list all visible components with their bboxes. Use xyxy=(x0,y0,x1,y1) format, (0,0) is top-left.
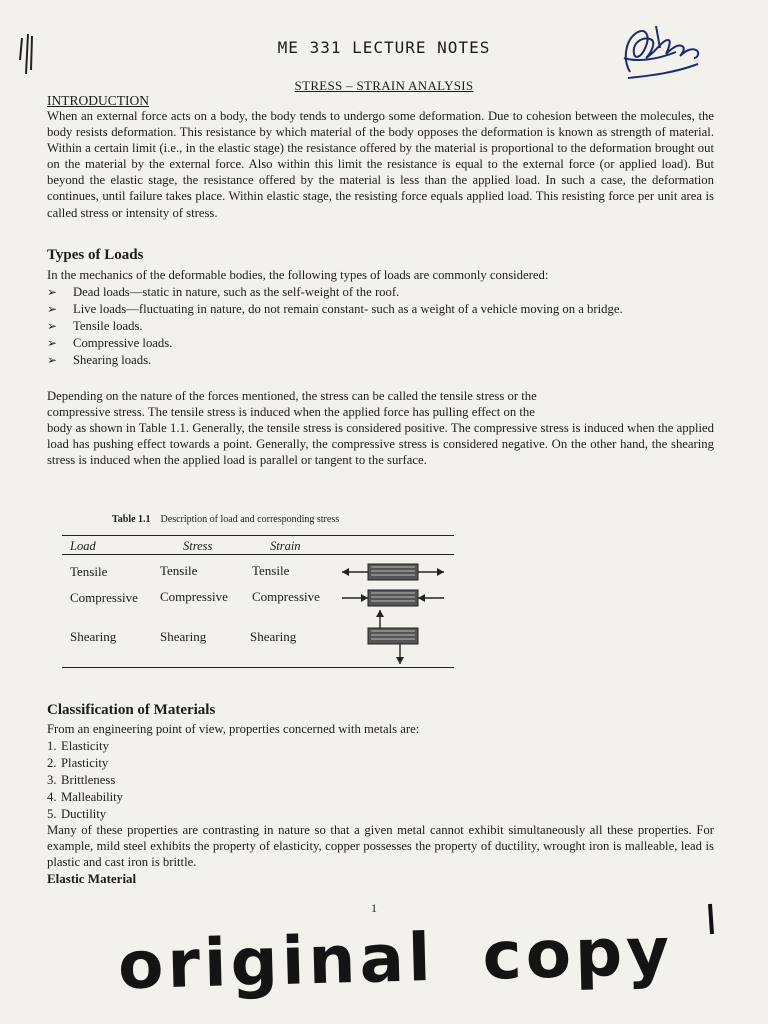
list-item: ➢ Dead loads—static in nature, such as the self-weight of the roof. xyxy=(47,285,400,299)
classification-intro: From an engineering point of view, properties concerned with metals are: xyxy=(47,722,420,736)
list-item: ➢ Shearing loads. xyxy=(47,352,152,367)
types-of-loads-heading: Types of Loads xyxy=(47,247,144,263)
list-item: 1. Elasticity xyxy=(47,739,109,753)
table-top-rule xyxy=(62,535,454,536)
document-subtitle: STRESS – STRAIN ANALYSIS xyxy=(294,78,474,93)
stress-types-paragraph: body as shown in Table 1.1. Generally, the tensile stress is considered positive. The compressive stress is induced when the applied load has pushing effect towards a point. Generally, the compressive stress is considered negative. On the other hand, the shearing stress is induced when the applied load is parallel or tangent to the surface. xyxy=(47,421,714,468)
table-bottom-rule xyxy=(62,667,454,668)
table-cell: Shearing xyxy=(250,629,297,644)
types-of-loads-intro: In the mechanics of the deformable bodies, the following types of loads are commonly considered: xyxy=(47,268,549,282)
table-header-stress: Stress xyxy=(183,539,213,553)
stress-types-paragraph-line-1: Depending on the nature of the forces mentioned, the stress can be called the tensile stress or the xyxy=(47,389,537,403)
table-header-load: Load xyxy=(70,539,96,553)
document-title: ME 331 LECTURE NOTES xyxy=(277,38,491,57)
table-cell: Compressive xyxy=(160,589,228,604)
table-cell: Tensile xyxy=(160,563,198,578)
list-item: 4. Malleability xyxy=(47,790,124,804)
table-cell: Compressive xyxy=(252,589,320,604)
introduction-heading: INTRODUCTION xyxy=(47,93,149,108)
arrow-bullet-icon: ➢ xyxy=(47,318,58,333)
list-item: 5. Ductility xyxy=(47,807,107,821)
table-header-rule xyxy=(62,554,454,555)
compressive-load-diagram-icon xyxy=(338,587,448,609)
loads-bullet-list xyxy=(47,284,714,369)
stress-types-paragraph-line-2: compressive stress. The tensile stress is induced when the applied force has pulling effect on the xyxy=(47,405,535,419)
original-copy-stamp: original copy xyxy=(117,912,675,1005)
classification-heading: Classification of Materials xyxy=(47,702,216,718)
table-cell: Tensile xyxy=(252,563,290,578)
table-cell: Compressive xyxy=(70,590,138,605)
pen-stroke-mark xyxy=(700,900,720,950)
properties-list xyxy=(47,738,123,823)
list-item: ➢ Live loads—fluctuating in nature, do not remain constant- such as a weight of a vehicle moving on a bridge. xyxy=(47,301,623,316)
table-header-strain: Strain xyxy=(270,539,301,553)
list-item: ➢ Compressive loads. xyxy=(47,335,173,350)
list-item: ➢ Tensile loads. xyxy=(47,318,143,333)
arrow-bullet-icon: ➢ xyxy=(47,301,58,316)
introduction-paragraph: When an external force acts on a body, the body tends to undergo some deformation. Due to cohesion between the molecules, the body resists deformation. This resistance by which material of the body opposes the deformation is known as strength of material. Within a certain limit (i.e., in the elastic stage) the resistance offered by the material is proportional to the deformation brought out on the material by the external force. Also within this limit the resistance is equal to the external force (or applied load). But beyond the elastic stage, the resistance offered by the material is less than the applied load. In such a case, the deformation continues, until failure takes place. Within elastic stage, the resisting force equals applied load. This resisting force per unit area is called stress or intensity of stress. xyxy=(47,109,714,220)
tensile-load-diagram-icon xyxy=(338,561,448,583)
table-cell: Shearing xyxy=(70,629,117,644)
list-item: 3. Brittleness xyxy=(47,773,116,787)
page-number: 1 xyxy=(371,901,377,915)
arrow-bullet-icon: ➢ xyxy=(47,285,58,299)
list-item: 2. Plasticity xyxy=(47,756,109,770)
elastic-material-heading: Elastic Material xyxy=(47,871,137,886)
classification-paragraph: Many of these properties are contrasting in nature so that a given metal cannot exhibit simultaneously all these properties. For example, mild steel exhibits the property of elasticity, copper possesses the property of ductility, wrought iron is malleable, lead is plastic and cast iron is brittle. xyxy=(47,823,714,870)
table-caption: Table 1.1 Description of load and corresponding stress xyxy=(112,514,340,525)
signature xyxy=(616,18,716,93)
shearing-load-diagram-icon xyxy=(362,608,422,668)
arrow-bullet-icon: ➢ xyxy=(47,352,58,367)
table-cell: Shearing xyxy=(160,629,207,644)
arrow-bullet-icon: ➢ xyxy=(47,335,58,350)
table-cell: Tensile xyxy=(70,564,108,579)
